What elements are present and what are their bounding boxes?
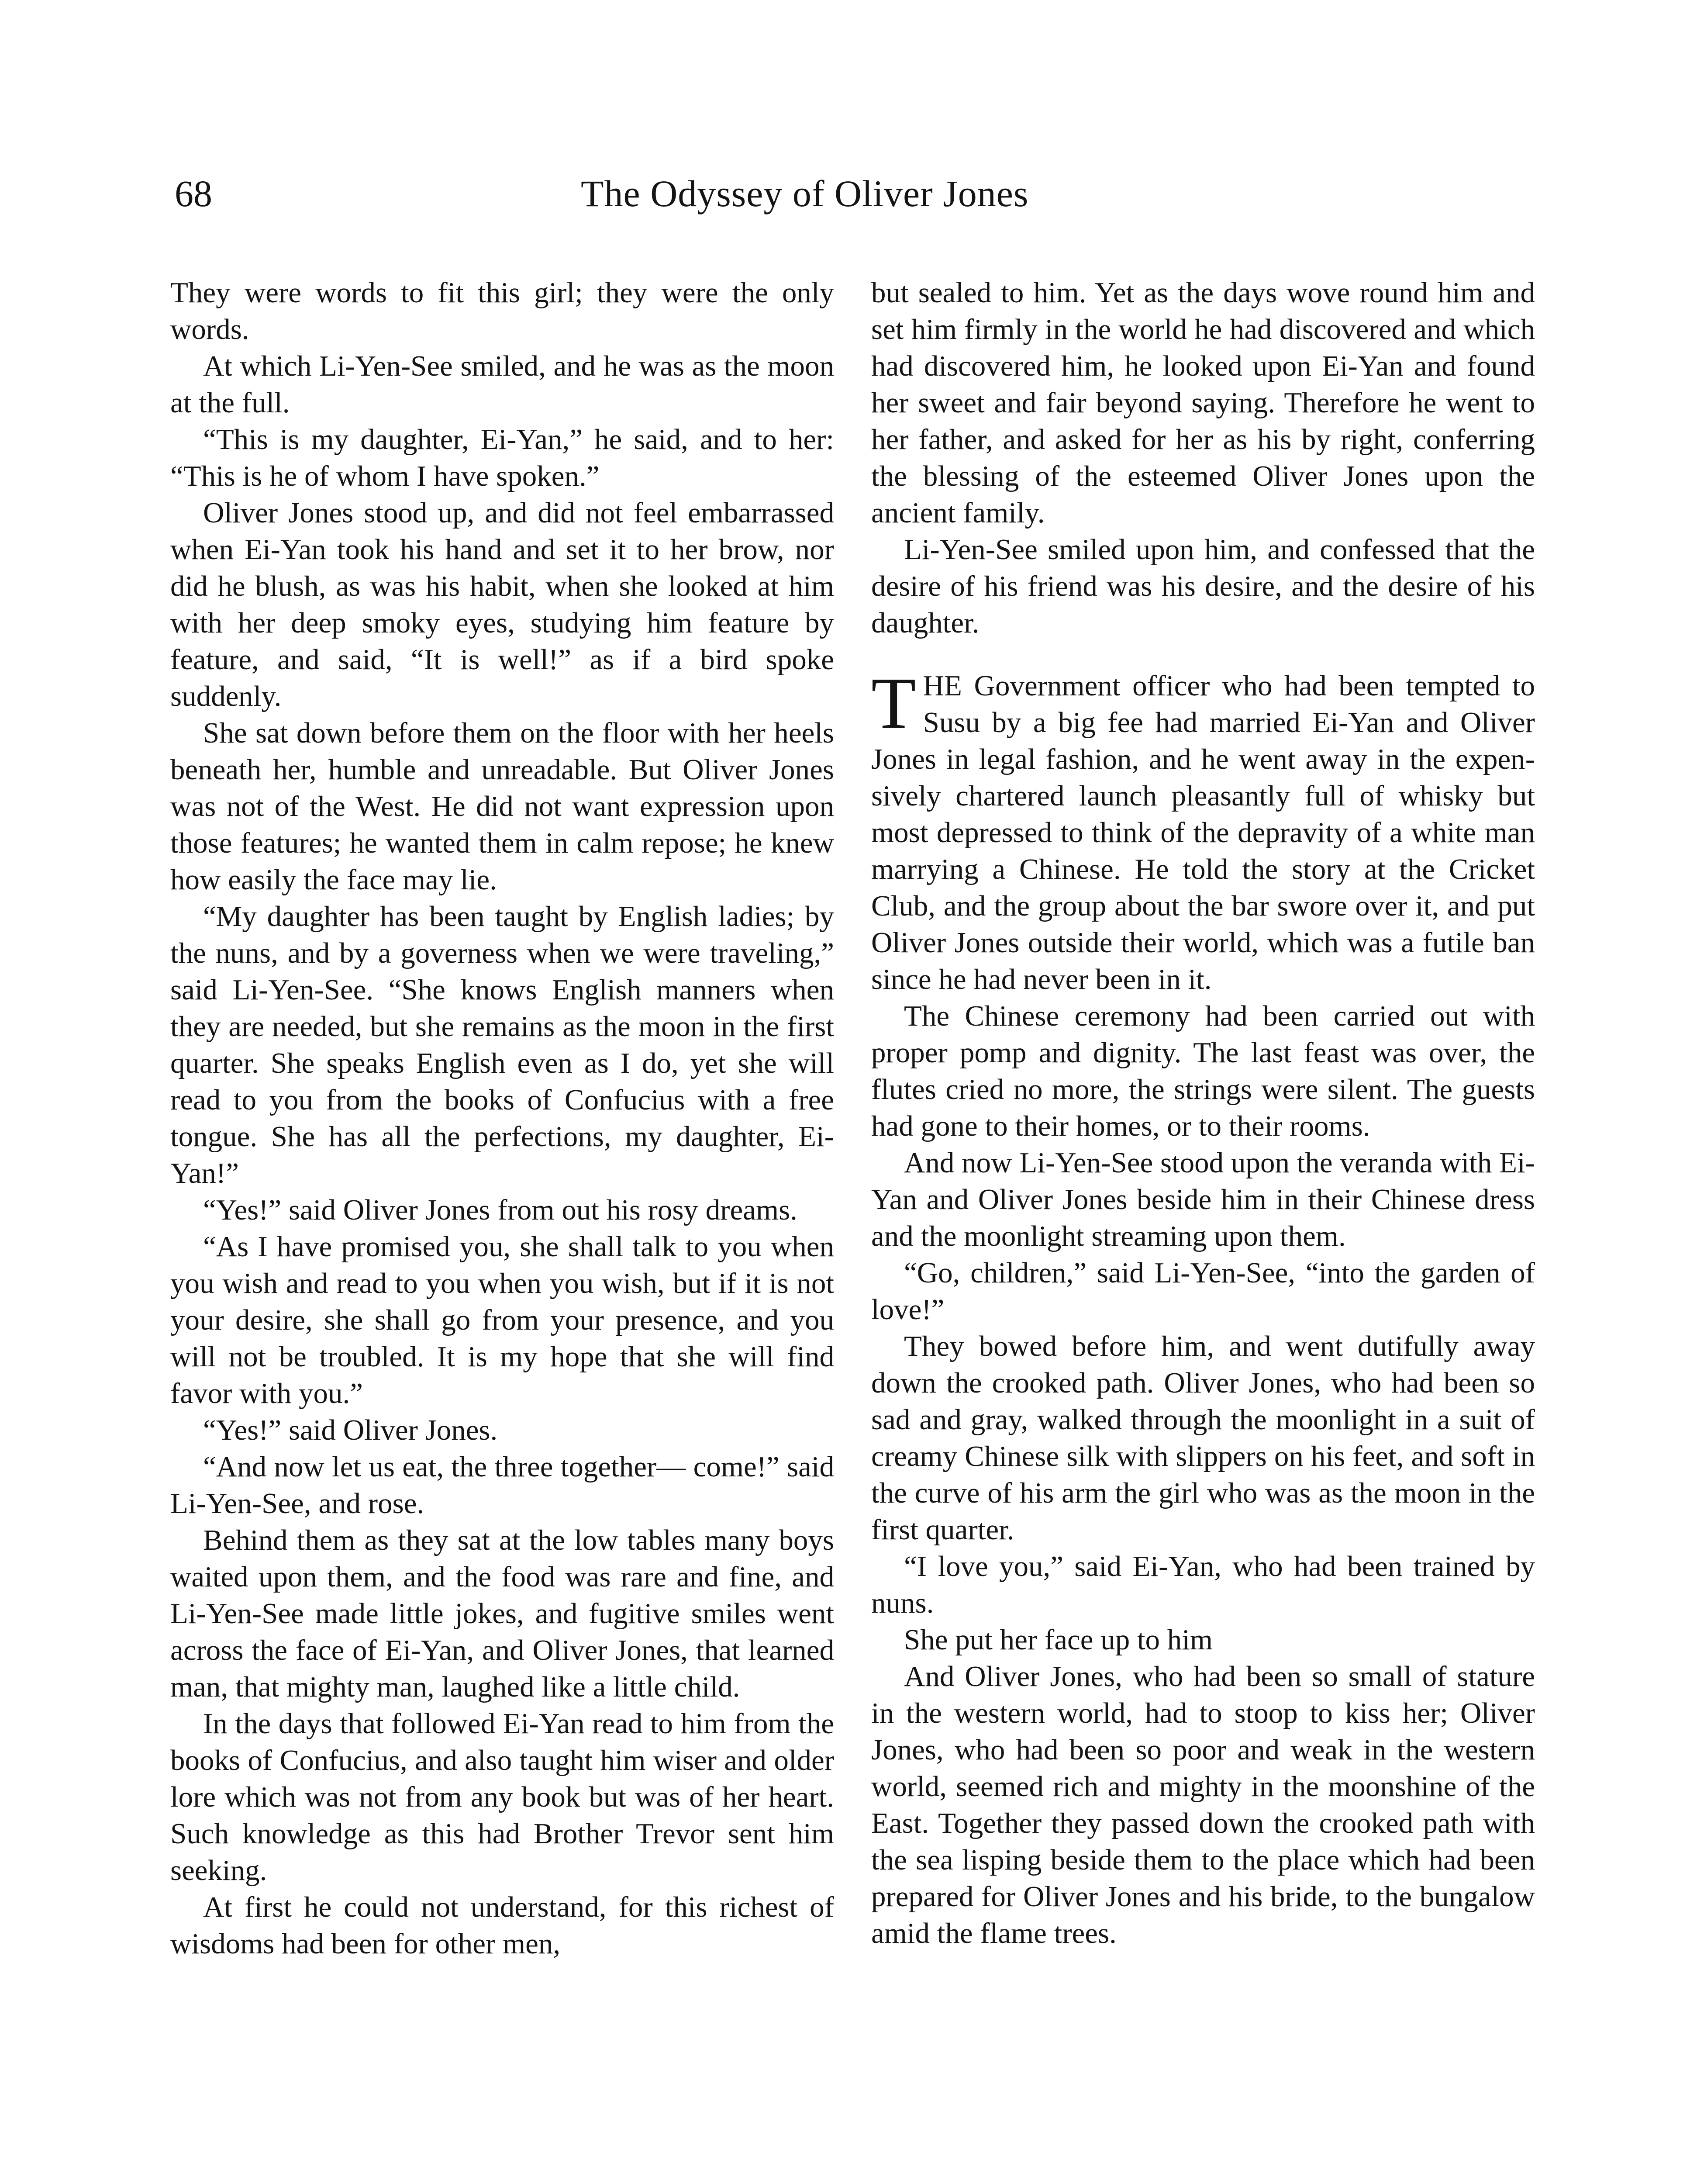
paragraph: The Chinese ceremony had been carried out with proper pomp and dignity. The last feast was over, the flutes cried no more, the strings were silent. The guests had gone to their homes, or to their rooms. — [871, 1000, 1535, 1142]
continued-paragraph: but sealed to him. Yet as the days wove round him and set him firmly in the world he had discovered and which had discovered him, he looked upon Ei-Yan and found her sweet and fair beyond saying. Therefore he went to her father, and asked for her as his by right, conferring the blessing of the esteemed Oliver Jones upon the ancient family. — [871, 276, 1535, 529]
paragraph: “Yes!” said Oliver Jones. — [203, 1414, 498, 1446]
paragraph: “And now let us eat, the three together— come!” said Li-Yen-See, and rose. — [170, 1451, 834, 1520]
paragraph: Li-Yen-See smiled upon him, and confessed that the desire of his friend was his desire, and the desire of his daughter. — [871, 533, 1535, 639]
paragraph: “As I have promised you, she shall talk to you when you wish and read to you when you wish, but if it is not your desire, she shall go from your presence, and you will not be troubled. It is my hope that she will find favor with you.” — [170, 1230, 834, 1410]
paragraph: Oliver Jones stood up, and did not feel embarrassed when Ei-Yan took his hand and set it to her brow, nor did he blush, as was his habit, when she looked at him with her deep smoky eyes, studying him feature by feature, and said, “It is well!” as if a bird spoke suddenly. — [170, 497, 834, 712]
paragraph: And now Li-Yen-See stood upon the veranda with Ei-Yan and Oliver Jones beside him in their Chinese dress and the moonlight streaming upon them. — [871, 1147, 1535, 1252]
paragraph: “My daughter has been taught by English ladies; by the nuns, and by a governess when we were traveling,” said Li-Yen-See. “She knows English manners when they are needed, but she remains as the moon in the first quarter. She speaks English even as I do, yet she will read to you from the books of Confucius with a free tongue. She has all the perfections, my daughter, Ei-Yan!” — [170, 900, 834, 1189]
paragraph: “Go, children,” said Li-Yen-See, “into the garden of love!” — [871, 1257, 1535, 1326]
paragraph: “This is my daughter, Ei-Yan,” he said, and to her: “This is he of whom I have spoken.” — [170, 423, 834, 492]
paragraph: “I love you,” said Ei-Yan, who had been trained by nuns. — [871, 1550, 1535, 1619]
paragraph: She put her face up to him — [904, 1624, 1213, 1656]
paragraph: “Yes!” said Oliver Jones from out his rosy dreams. — [203, 1194, 797, 1226]
drop-cap-letter: T — [871, 663, 916, 744]
paragraph: Behind them as they sat at the low tables many boys waited upon them, and the food was rare and fine, and Li-Yen-See made little jokes, and fugitive smiles went across the face of Ei-Yan, and Oliver Jones, that learned man, that mighty man, laughed like a little child. — [170, 1524, 834, 1703]
paragraph: And Oliver Jones, who had been so small of stature in the western world, had to stoop to kiss her; Oliver Jones, who had been so poor and weak in the western world, seemed rich and mighty in the moonshine of the East. Together they passed down the crooked path with the sea lisping beside them to the place which had been prepared for Oliver Jones and his bride, to the bungalow amid the flame trees. — [871, 1660, 1535, 1949]
paragraph: They bowed before him, and went dutifully away down the crooked path. Oliver Jones, who had been so sad and gray, walked through the moonlight in a suit of creamy Chinese silk with slippers on his feet, and soft in the curve of his arm the girl who was as the moon in the first quarter. — [871, 1330, 1535, 1546]
section-opening-paragraph — [871, 663, 1535, 998]
right-column — [871, 274, 1535, 1952]
paragraph: They were words to fit this girl; they were the only words. — [170, 276, 834, 346]
paragraph: She sat down before them on the floor with her heels beneath her, humble and unreadable. But Oliver Jones was not of the West. He did not want expression upon those features; he wanted them in calm repose; he knew how easily the face may lie. — [170, 717, 834, 896]
paragraph: At first he could not understand, for this richest of wisdoms had been for other men, — [170, 1891, 834, 1960]
paragraph: At which Li-Yen-See smiled, and he was as the moon at the full. — [170, 350, 834, 419]
running-title: The Odyssey of Oliver Jones — [581, 173, 1029, 214]
paragraph: In the days that followed Ei-Yan read to him from the books of Confucius, and also taught him wiser and older lore which was not from any book but was of her heart. Such knowledge as this had Brother Trevor sent him seeking. — [170, 1707, 834, 1887]
left-column — [170, 274, 834, 1962]
page-number: 68 — [175, 173, 212, 214]
section-opening-text: HE Government officer who had been tempted to Susu by a big fee had married Ei-Yan and Oliver Jones in legal fashion, and he went away in the expensively chartered launch pleasantly full of whisky but most depressed to think of the depravity of a white man marrying a Chinese. He told the story at the Cricket Club, and the group about the bar swore over it, and put Oliver Jones outside their world, which was a futile ban since he had never been in it. — [871, 670, 1535, 995]
